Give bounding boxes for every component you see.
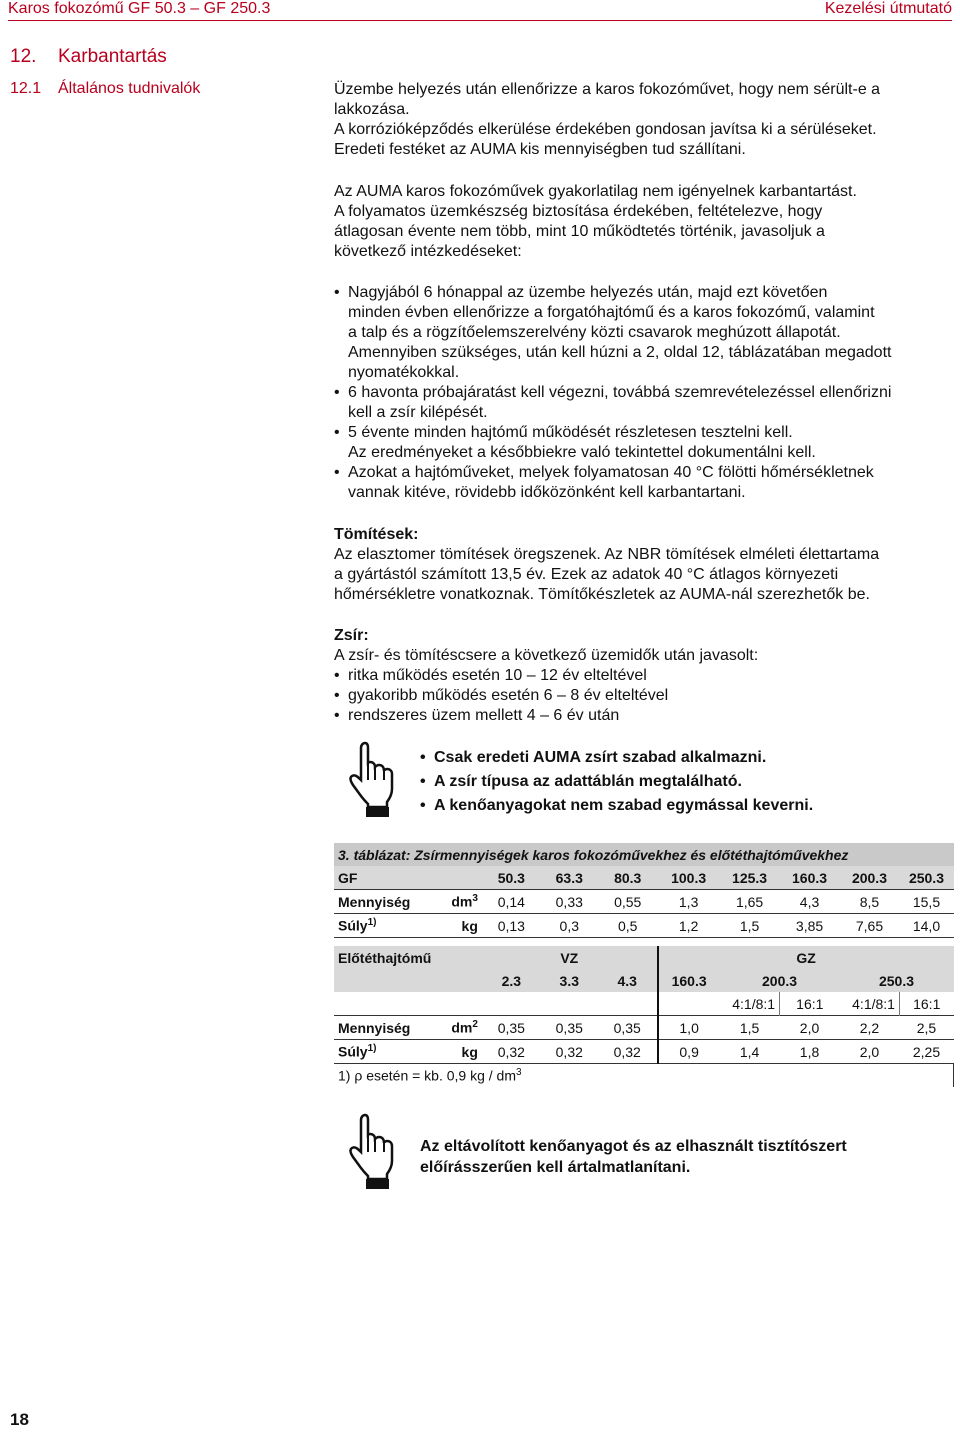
text-line: a gyártástól számított 13,5 év. Ezek az adatok 40 °C átlagos környezeti <box>334 566 839 583</box>
table-caption: 3. táblázat: Zsírmennyiségek karos fokozóművekhez és előtéthajtóművekhez <box>334 843 954 866</box>
empty-cell <box>658 992 720 1016</box>
table-row <box>334 969 954 992</box>
table-cell: 3,85 <box>795 917 824 934</box>
table-cell: 8,5 <box>859 893 880 910</box>
text-line: A folyamatos üzemkészség biztosítása érdekében, feltételezve, hogy <box>334 203 823 220</box>
text-line: Eredeti festéket az AUMA kis mennyiségben tud szállítani. <box>334 141 746 158</box>
chapter-number: 12. <box>10 46 37 67</box>
text-line: következő intézkedéseket: <box>334 243 522 260</box>
table-spacer <box>334 938 954 947</box>
table-footnote <box>334 1064 954 1088</box>
table-cell: 3.3 <box>559 972 579 989</box>
vz-group-label: VZ <box>482 946 658 969</box>
text-line: • 6 havonta próbajáratást kell végezni, továbbá szemrevételezéssel ellenőrizni <box>348 384 892 401</box>
text-line: kell a zsír kilépését. <box>348 404 488 421</box>
table-cell: 63.3 <box>555 869 583 886</box>
pointing-hand-icon <box>346 740 396 818</box>
table-cell: 0,13 <box>497 917 525 934</box>
grease-section <box>334 626 954 726</box>
maintenance-bullet-list <box>334 283 954 503</box>
pre-gearbox-label: Előtéthajtómű <box>338 949 432 966</box>
chapter-title-text: Karbantartás <box>58 46 167 67</box>
table-row <box>334 914 954 938</box>
table-cell: 0,55 <box>614 893 642 910</box>
intro-paragraph-2 <box>334 182 954 262</box>
row-label: Mennyiség <box>338 1019 411 1036</box>
table-row <box>334 890 954 914</box>
table-row <box>334 1016 954 1040</box>
unit-cell: kg <box>461 917 478 934</box>
table-cell: 7,65 <box>855 917 884 934</box>
row-label: Mennyiség <box>338 893 411 910</box>
ratio-cell: 16:1 <box>780 992 840 1016</box>
table-cell: 1,5 <box>739 917 760 934</box>
gz-group-label: GZ <box>796 949 816 966</box>
table-cell: 0,3 <box>559 917 579 934</box>
table-cell: 160.3 <box>792 869 828 886</box>
table-cell: 160.3 <box>671 972 707 989</box>
text-line: nyomatékokkal. <box>348 364 460 381</box>
section-title <box>10 80 200 98</box>
note-item: • A kenőanyagokat nem szabad egymással keverni. <box>420 794 813 818</box>
table-cell: 250.3 <box>908 869 944 886</box>
row-label-text: Súly <box>338 917 368 934</box>
table-row <box>334 866 954 890</box>
empty-cell <box>334 969 482 992</box>
footnote-exponent: 3 <box>516 1067 522 1079</box>
empty-cell <box>482 992 658 1016</box>
text-line: Az AUMA karos fokozóművek gyakorlatilag nem igényelnek karbantartást. <box>334 183 857 200</box>
table-cell: 2.3 <box>501 972 522 989</box>
table-cell: 15,5 <box>912 893 941 910</box>
text-line: Az eltávolított kenőanyagot és az elhasznált tisztítószert <box>420 1138 847 1155</box>
unit-text: dm <box>451 893 473 910</box>
note-item: • Csak eredeti AUMA zsírt szabad alkalmazni. <box>420 746 813 770</box>
table-cell: 80.3 <box>614 869 642 886</box>
table-cell: 0,33 <box>555 893 583 910</box>
text-line: A korrózióképződés elkerülése érdekében gondosan javítsa ki a sérüléseket. <box>334 121 877 138</box>
unit-cell <box>432 1016 482 1040</box>
text-line: előírásszerűen kell ártalmatlanítani. <box>420 1159 691 1176</box>
text-line: • 5 évente minden hajtómű működését részletesen tesztelni kell. <box>348 424 793 441</box>
table-cell: 14,0 <box>912 917 941 934</box>
important-notes <box>420 746 813 818</box>
footnote-ref: 1) <box>367 917 377 929</box>
unit-cell <box>432 890 482 914</box>
table-cell: 2,2 <box>859 1019 880 1036</box>
ratio-cell: 16:1 <box>899 992 953 1016</box>
text-line: vannak kitéve, rövidebb időközönként kell karbantartani. <box>348 484 746 501</box>
disposal-note <box>420 1136 940 1178</box>
table-cell: 1,5 <box>739 1019 760 1036</box>
gf-label: GF <box>338 869 358 886</box>
list-item: • ritka működés esetén 10 – 12 év elteltével <box>334 666 954 686</box>
list-item: • rendszeres üzem mellett 4 – 6 év után <box>334 706 954 726</box>
page-header <box>0 0 960 22</box>
table-cell: 0,32 <box>497 1043 525 1060</box>
table-cell: 0,32 <box>598 1040 658 1064</box>
text-line: Üzembe helyezés után ellenőrizze a karos fokozóművet, hogy nem sérült-e a <box>334 81 881 98</box>
grease-heading: Zsír: <box>334 627 369 644</box>
table-cell: 1,8 <box>799 1043 820 1060</box>
section-number: 12.1 <box>10 80 42 97</box>
table-cell: 0,35 <box>555 1019 583 1036</box>
text-line: minden évben ellenőrizze a forgatóhajtómű és a karos fokozómű, valamint <box>348 304 875 321</box>
table-cell: 1,0 <box>679 1019 699 1036</box>
unit-exponent: 3 <box>472 893 478 905</box>
unit-exponent: 2 <box>472 1019 478 1031</box>
list-item <box>334 463 954 503</box>
pointing-hand-icon <box>346 1112 396 1190</box>
table-cell: 125.3 <box>732 869 768 886</box>
table-cell: 1,4 <box>739 1043 760 1060</box>
text-line: lakkozása. <box>334 101 410 118</box>
section-title-text: Általános tudnivalók <box>58 80 201 97</box>
list-item <box>334 383 954 423</box>
header-document-type: Kezelési útmutató <box>824 0 952 17</box>
table-cell: 0,9 <box>679 1043 699 1060</box>
header-document-title: Karos fokozómű GF 50.3 – GF 250.3 <box>8 0 271 17</box>
table-cell: 2,0 <box>859 1043 880 1060</box>
grease-intro: A zsír- és tömítéscsere a következő üzemidők után javasolt: <box>334 647 759 664</box>
grease-quantity-table <box>334 843 954 1087</box>
table-cell: 2,25 <box>912 1043 941 1060</box>
table-cell: 2,5 <box>916 1019 937 1036</box>
table-cell: 1,2 <box>678 917 699 934</box>
table-row <box>334 946 954 969</box>
text-line: a talp és a rögzítőelemszerelvény közti csavarok meghúzott állapotát. <box>348 324 841 341</box>
page-number: 18 <box>10 1410 29 1429</box>
ratio-cell: 4:1/8:1 <box>732 995 776 1012</box>
text-line: Amennyiben szükséges, után kell húzni a 2, oldal 12, táblázatában megadott <box>348 344 892 361</box>
note-item: • A zsír típusa az adattáblán megtalálható. <box>420 770 813 794</box>
table-cell: 0,35 <box>497 1019 525 1036</box>
text-line: hőmérsékletre vonatkoznak. Tömítőkészletek az AUMA-nál szerezhetők be. <box>334 586 870 603</box>
table-cell: 0,32 <box>555 1043 583 1060</box>
text-line: • Azokat a hajtóműveket, melyek folyamatosan 40 °C fölötti hőmérsékletnek <box>348 464 874 481</box>
table-cell: 1,65 <box>735 893 764 910</box>
row-label <box>334 914 432 938</box>
table-cell: 200.3 <box>762 972 798 989</box>
intro-paragraph-1 <box>334 80 954 160</box>
list-item <box>334 283 954 383</box>
row-label <box>334 1040 432 1064</box>
table-cell: 4,3 <box>799 893 820 910</box>
chapter-title <box>10 46 167 68</box>
empty-cell <box>334 992 482 1016</box>
table-footnote-row <box>334 1064 954 1088</box>
table-cell: 0,14 <box>497 893 525 910</box>
unit-cell: kg <box>461 1043 478 1060</box>
table-cell: 200.3 <box>851 869 887 886</box>
text-line: Az eredményeket a későbbiekre való tekintettel dokumentálni kell. <box>348 444 816 461</box>
table-row <box>334 1040 954 1064</box>
unit-text: dm <box>451 1019 473 1036</box>
text-line: Az elasztomer tömítések öregszenek. Az NBR tömítések elméleti élettartama <box>334 546 880 563</box>
header-rule <box>8 20 952 21</box>
table-cell: 2,0 <box>799 1019 820 1036</box>
text-line: • Nagyjából 6 hónappal az üzembe helyezés után, majd ezt követően <box>348 284 828 301</box>
ratio-cell: 4:1/8:1 <box>852 995 895 1012</box>
list-item <box>334 423 954 463</box>
footnote-ref: 1) <box>367 1043 377 1055</box>
seals-section <box>334 525 954 605</box>
table-cell: 50.3 <box>497 869 525 886</box>
row-label-text: Súly <box>338 1043 368 1060</box>
text-line: átlagosan évente nem több, mint 10 működtetés történik, javasoljuk a <box>334 223 825 240</box>
table-cell: 0,5 <box>617 917 638 934</box>
footnote-text: 1) ρ esetén = kb. 0,9 kg / dm <box>338 1067 517 1084</box>
seals-heading: Tömítések: <box>334 526 419 543</box>
table-cell: 1,3 <box>678 893 699 910</box>
table-cell: 0,35 <box>598 1016 658 1040</box>
list-item: • gyakoribb működés esetén 6 – 8 év elteltével <box>334 686 954 706</box>
table-cell: 4.3 <box>598 969 658 992</box>
table-cell: 100.3 <box>671 869 707 886</box>
table-cell: 250.3 <box>878 972 915 989</box>
table-row <box>334 992 954 1016</box>
